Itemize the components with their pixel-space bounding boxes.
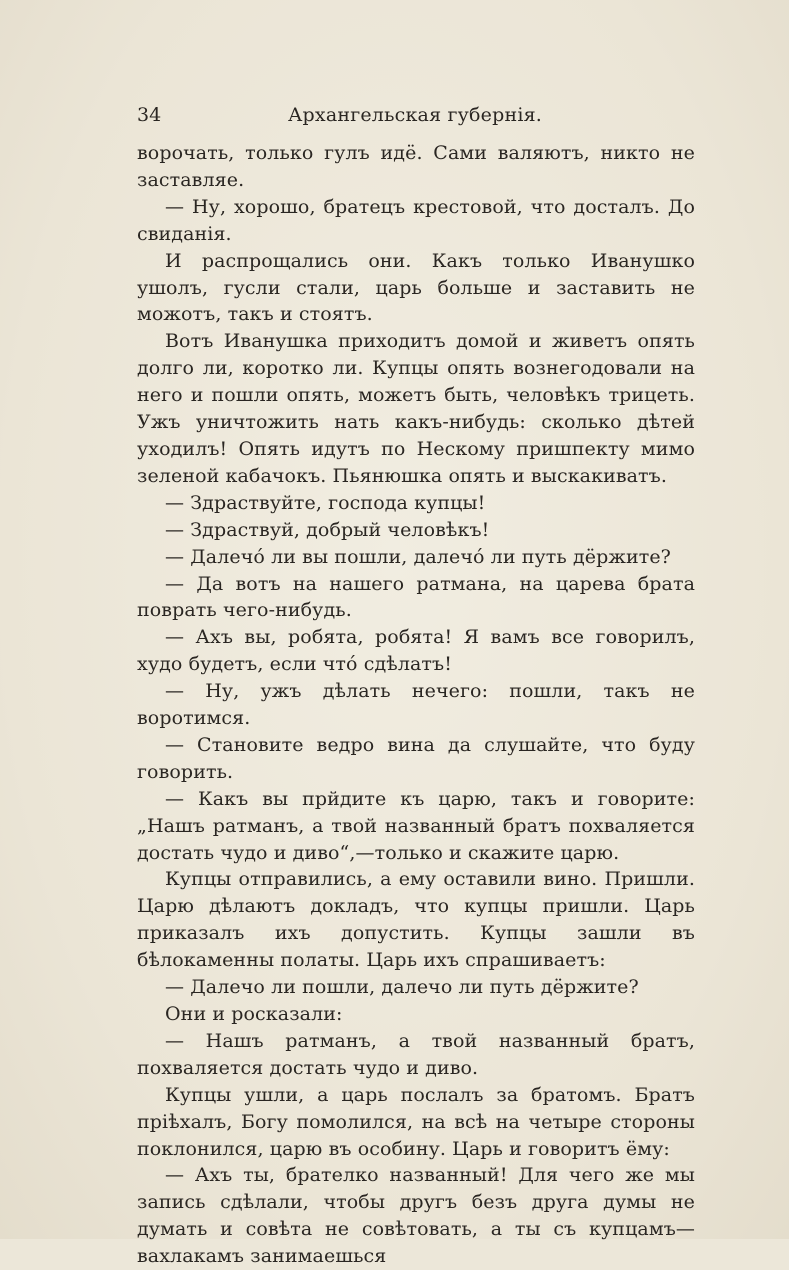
- paragraph: — Далечо́ ли вы пошли, далечо́ ли путь дёржите?: [165, 545, 671, 568]
- page-header: [137, 100, 693, 130]
- page-number: 34: [137, 104, 162, 126]
- paragraph: — Ахъ ты, брателко названный! Для чего же мы запись сдѣлали, чтобы другъ безъ друга думы не думать и совѣта не совѣтовать, а ты съ купцамъ—вахлакамъ занимаешься: [137, 1164, 695, 1268]
- paragraph: — Далечо ли пошли, далечо ли путь дёржите?: [165, 976, 639, 999]
- running-title: Архангельская губернія.: [287, 104, 543, 126]
- paragraph: — Нашъ ратманъ, а твой названный братъ, похваляется достать чудо и диво.: [137, 1029, 695, 1079]
- paragraph: — Становите ведро вина да слушайте, что буду говорить.: [137, 733, 695, 783]
- body-text: [137, 140, 695, 1270]
- paragraph: — Здраствуй, добрый человѣкъ!: [165, 518, 490, 541]
- paragraph: — Ну, хорошо, братецъ крестовой, что досталъ. До свиданія.: [137, 195, 695, 245]
- paragraph: — Здраствуйте, господа купцы!: [165, 491, 486, 514]
- paragraph: И распрощались они. Какъ только Иванушко ушолъ, гусли стали, царь больше и заставить не можотъ, такъ и стоятъ.: [137, 249, 695, 326]
- paragraph: Купцы ушли, а царь послалъ за братомъ. Братъ пріѣхалъ, Богу помолился, на всѣ на четыре стороны поклонился, царю въ особину. Царь и говоритъ ёму:: [137, 1083, 695, 1160]
- paragraph: ворочать, только гулъ идё. Сами валяютъ, никто не заставляе.: [137, 142, 695, 191]
- paragraph: Вотъ Иванушка приходитъ домой и живетъ опять долго ли, коротко ли. Купцы опять вознегодовали на него и пошли опять, можетъ быть, человѣкъ трицеть. Ужъ уничтожить нать какъ-нибудь: сколько дѣтей уходилъ! Опять идутъ по Нескому пришпекту мимо зеленой кабачокъ. Пьянюшка опять и выскакиватъ.: [137, 330, 695, 487]
- paragraph: — Ахъ вы, робята, робята! Я вамъ все говорилъ, худо будетъ, если что́ сдѣлатъ!: [137, 626, 695, 676]
- paragraph: — Какъ вы прйдите къ царю, такъ и говорите: „Нашъ ратманъ, а твой названный братъ похваляется достать чудо и диво“,—только и скажите царю.: [137, 787, 695, 864]
- paragraph: Они и росказали:: [165, 1003, 343, 1025]
- paragraph: — Да вотъ на нашего ратмана, на царева брата поврать чего-нибудь.: [137, 572, 695, 622]
- paragraph: — Ну, ужъ дѣлать нечего: пошли, такъ не воротимся.: [137, 680, 695, 730]
- paragraph: Купцы отправились, а ему оставили вино. Пришли. Царю дѣлаютъ докладъ, что купцы пришли. Царь приказалъ ихъ допустить. Купцы зашли въ бѣлокаменны полаты. Царь ихъ спрашиваетъ:: [137, 868, 695, 972]
